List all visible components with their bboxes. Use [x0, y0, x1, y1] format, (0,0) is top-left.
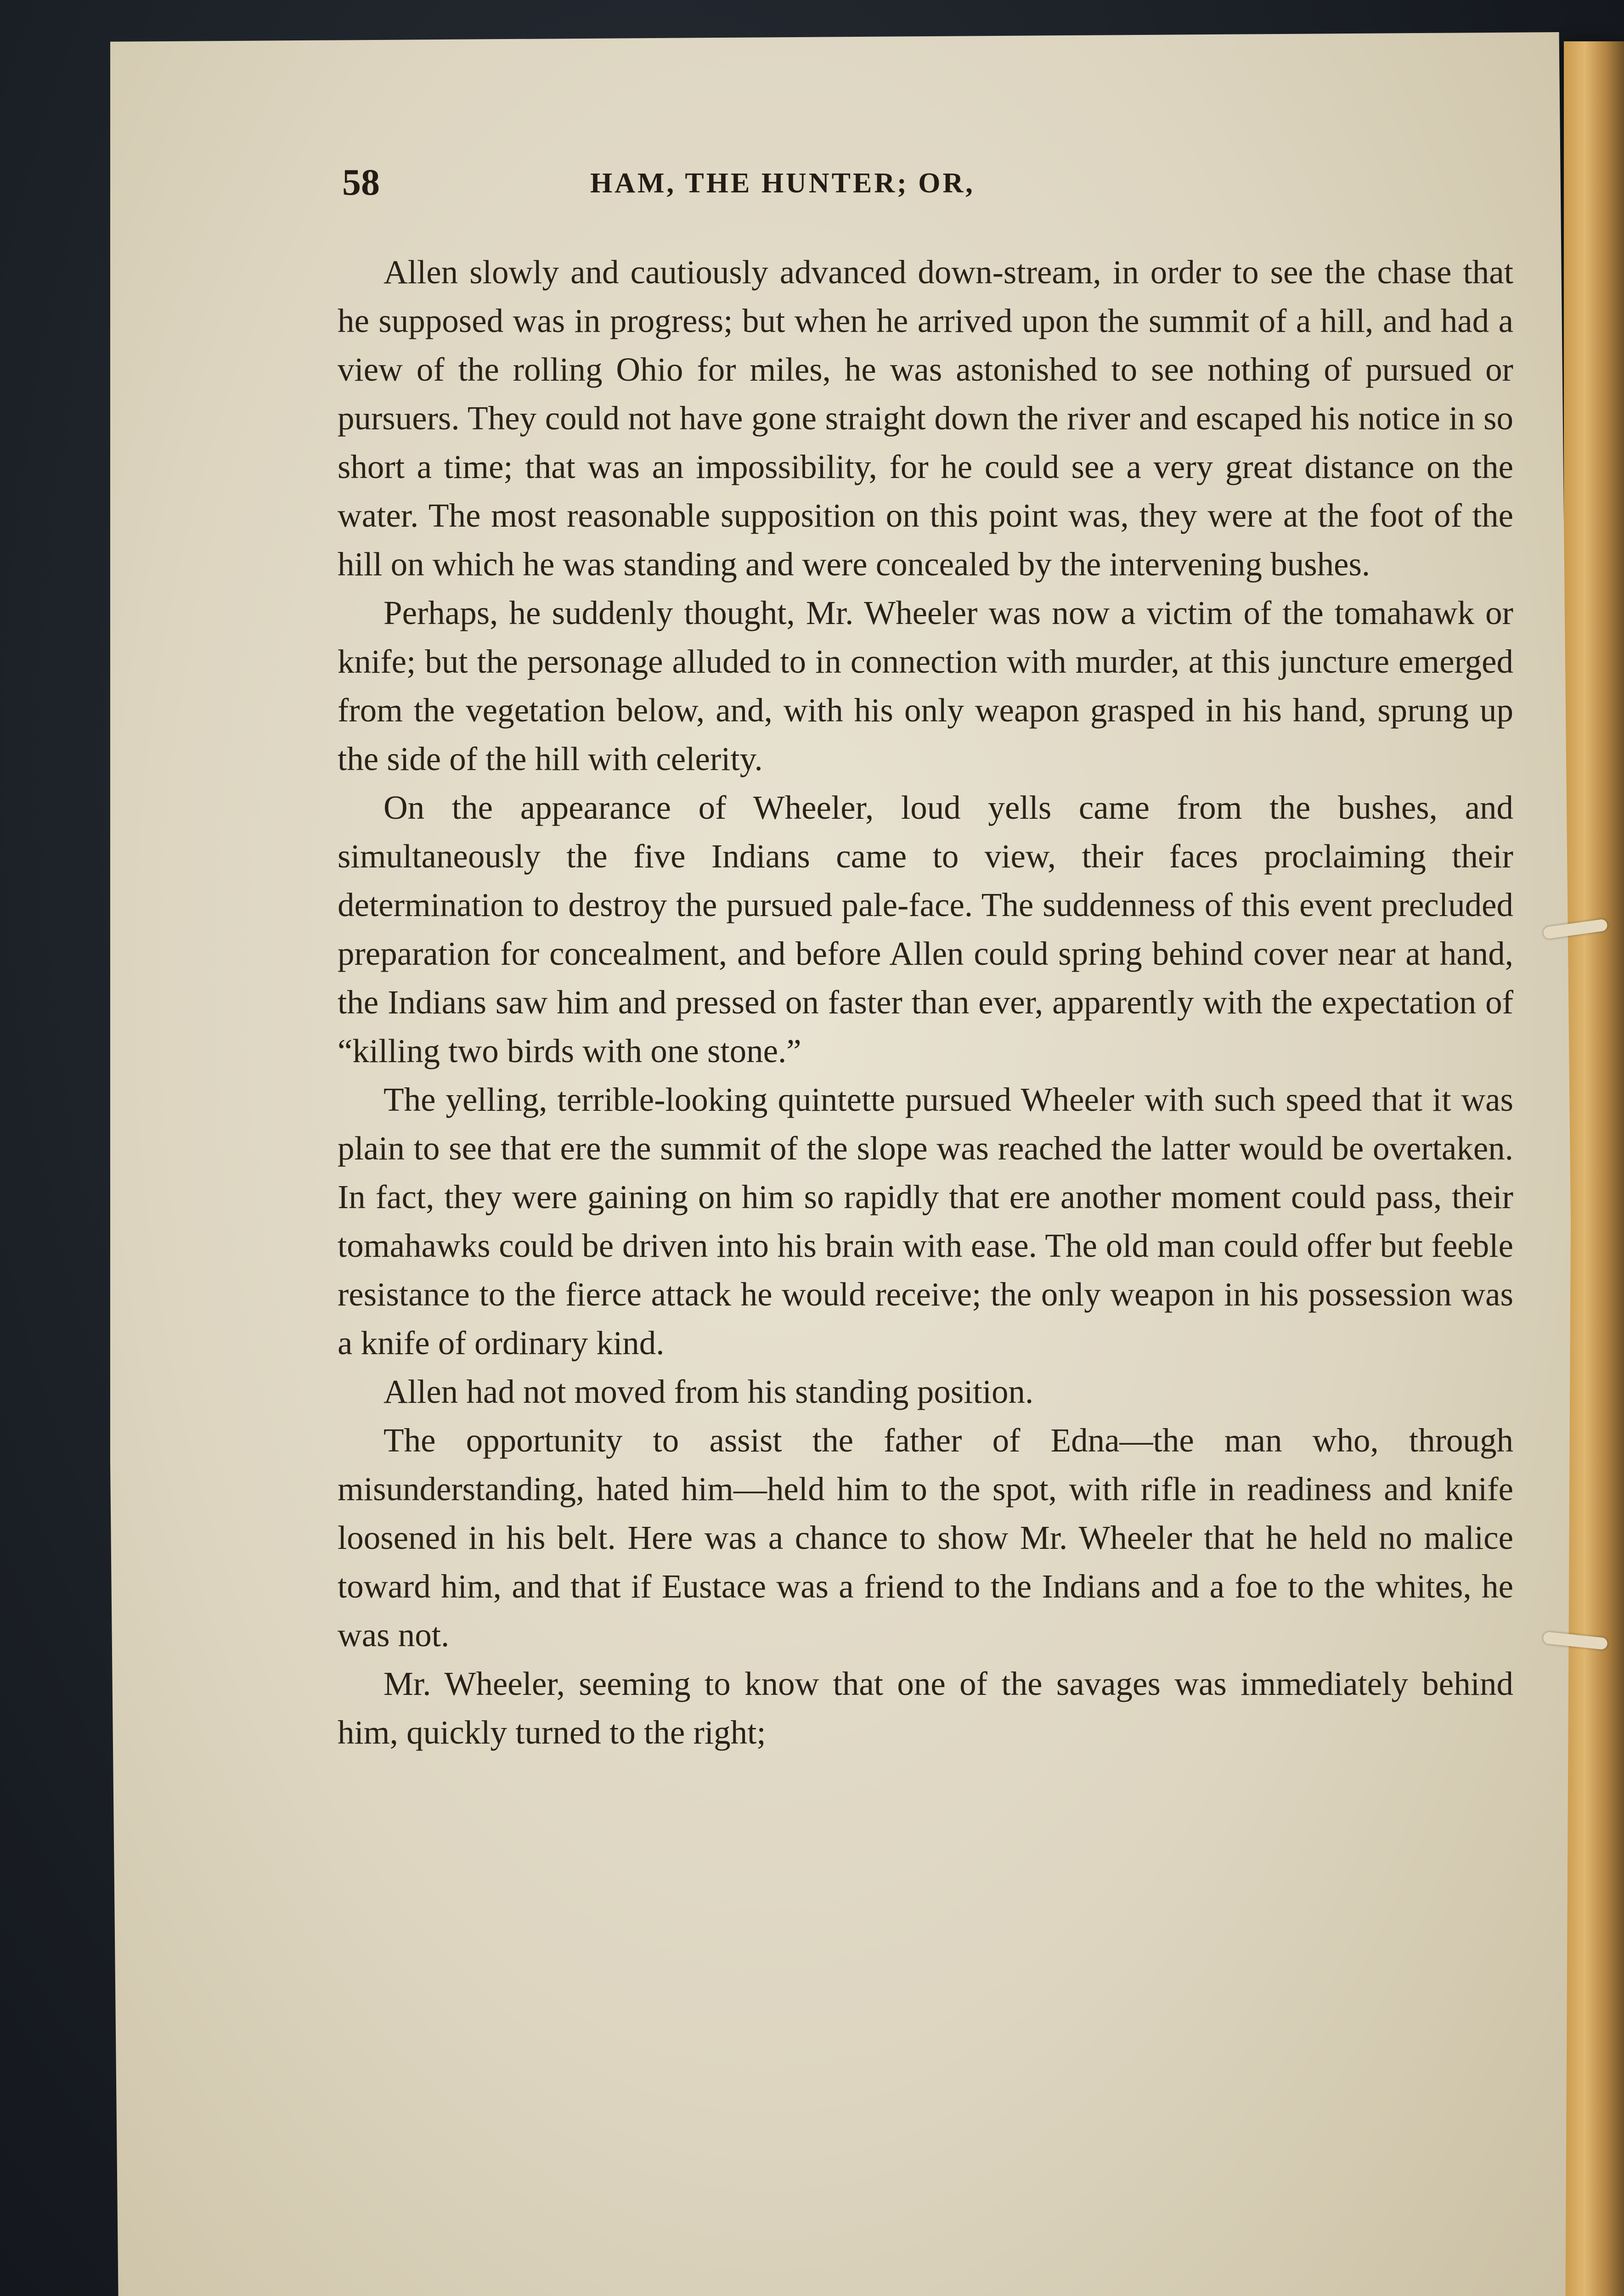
paragraph: On the appearance of Wheeler, loud yells came from the bushes, and simultaneously the five Indians came to view, their faces proclaiming their determination to destroy the pursued pale-face. The suddenness of this event precluded preparation for concealment, and before Allen could spring behind cover near at hand, the Indians saw him and pressed on faster than ever, apparently with the expectation of “killing two birds with one stone.”	[338, 789, 1513, 1069]
paragraph: Allen had not moved from his standing position.	[383, 1373, 1034, 1410]
paragraph: The opportunity to assist the father of Edna—the man who, through misunderstanding, hated him—held him to the spot, with rifle in readiness and knife loosened in his belt. Here was a chance to show Mr. Wheeler that he held no malice toward him, and that if Eustace was a friend to the Indians and a foe to the whites, he was not.	[338, 1422, 1513, 1654]
running-head: HAM, THE HUNTER; OR,	[590, 168, 975, 199]
body-text	[338, 248, 1513, 1757]
paragraph: Perhaps, he suddenly thought, Mr. Wheeler was now a victim of the tomahawk or knife; but the personage alluded to in connection with murder, at this juncture emerged from the vegetation below, and, with his only weapon grasped in his hand, sprung up the side of the hill with celerity.	[338, 594, 1513, 777]
page-header	[342, 161, 1518, 216]
next-page-edge	[1564, 41, 1624, 2296]
paragraph: Allen slowly and cautiously advanced down-stream, in order to see the chase that he supposed was in progress; but when he arrived upon the summit of a hill, and had a view of the rolling Ohio for miles, he was astonished to see nothing of pursued or pursuers. They could not have gone straight down the river and escaped his notice in so short a time; that was an impossibility, for he could see a very great distance on the water. The most reasonable supposition on this point was, they were at the foot of the hill on which he was standing and were concealed by the intervening bushes.	[338, 253, 1513, 583]
page-number: 58	[342, 161, 380, 203]
paragraph: Mr. Wheeler, seeming to know that one of the savages was immediately behind him, quickly turned to the right;	[338, 1665, 1513, 1751]
paragraph: The yelling, terrible-looking quintette pursued Wheeler with such speed that it was plain to see that ere the summit of the slope was reached the latter would be overtaken. In fact, they were gaining on him so rapidly that ere another moment could pass, their tomahawks could be driven into his brain with ease. The old man could offer but feeble resistance to the fierce attack he would receive; the only weapon in his possession was a knife of ordinary kind.	[338, 1081, 1513, 1362]
